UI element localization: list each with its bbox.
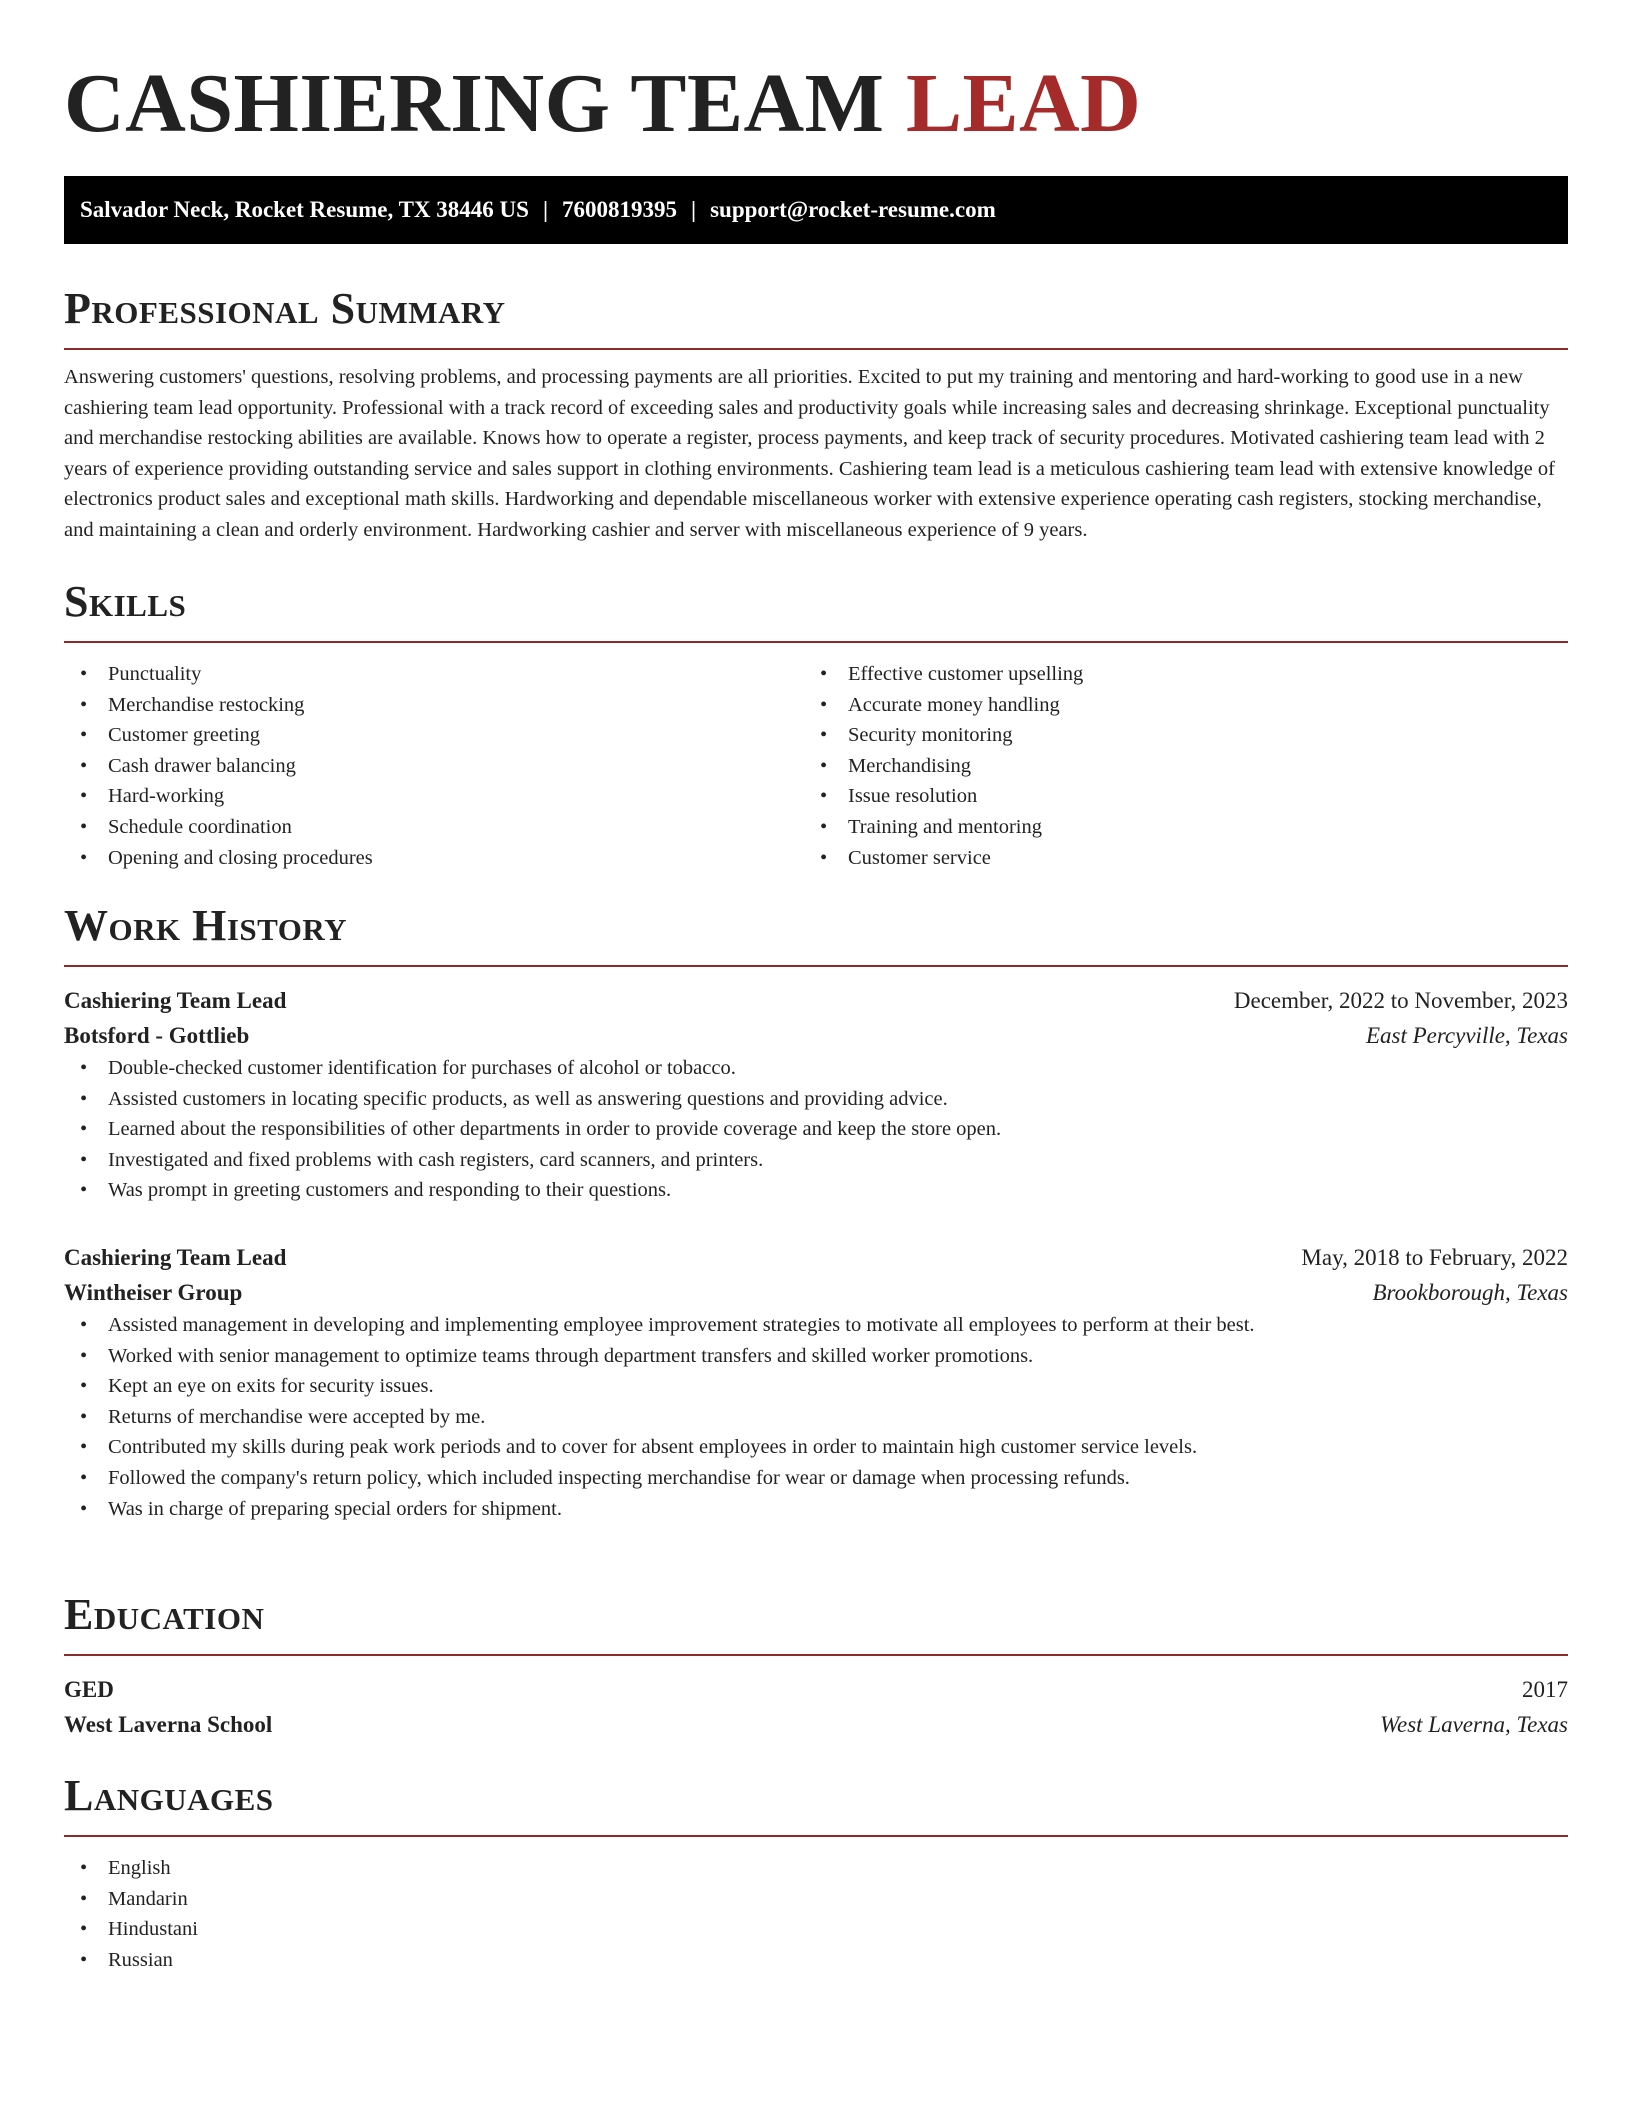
- job-location: Brookborough, Texas: [1372, 1279, 1568, 1305]
- skills-list-right: [804, 659, 1544, 873]
- section-title-languages: Languages: [64, 1771, 274, 1820]
- job-bullet: • Kept an eye on exits for security issues.: [64, 1371, 1568, 1402]
- languages-list: [64, 1853, 1568, 1975]
- education-school: West Laverna School: [64, 1712, 273, 1737]
- job-entry: [64, 983, 1568, 1206]
- skill-item: • Cash drawer balancing: [64, 751, 804, 782]
- work-history-section: [64, 899, 1568, 1524]
- contact-email[interactable]: support@rocket-resume.com: [710, 197, 996, 222]
- section-divider: [64, 965, 1568, 967]
- skill-item: • Accurate money handling: [804, 690, 1544, 721]
- job-bullet: • Double-checked customer identification for purchases of alcohol or tobacco.: [64, 1053, 1568, 1084]
- job-company: Wintheiser Group: [64, 1279, 243, 1305]
- section-divider: [64, 641, 1568, 643]
- resume-title: [64, 56, 1141, 152]
- section-title-skills: Skills: [64, 577, 187, 626]
- skill-item: • Schedule coordination: [64, 812, 804, 843]
- language-item: • Mandarin: [64, 1884, 1568, 1915]
- language-item: • Hindustani: [64, 1914, 1568, 1945]
- skill-item: • Customer greeting: [64, 720, 804, 751]
- skills-section: [64, 575, 1568, 873]
- contact-separator: |: [691, 197, 697, 222]
- job-bullet: • Contributed my skills during peak work periods and to cover for absent employees in order to maintain high customer service levels.: [64, 1432, 1568, 1463]
- education-entry: [64, 1672, 1568, 1742]
- job-bullet: • Worked with senior management to optimize teams through department transfers and skilled worker promotions.: [64, 1341, 1568, 1372]
- summary-text: Answering customers' questions, resolving problems, and processing payments are all priorities. Excited to put my training and mentoring and hard-working to good use in a new cashiering team lead opportunity. Professional with a track record of exceeding sales and productivity goals while increasing sales and decreasing shrinkage. Exceptional punctuality and merchandise restocking abilities are available. Knows how to operate a register, process payments, and keep track of security procedures. Motivated cashiering team lead with 2 years of experience providing outstanding service and sales support in clothing environments. Cashiering team lead is a meticulous cashiering team lead with extensive knowledge of electronics product sales and exceptional math skills. Hardworking and dependable miscellaneous worker with extensive experience operating cash registers, stocking merchandise, and maintaining a clean and orderly environment. Hardworking cashier and server with miscellaneous experience of 9 years.: [64, 366, 1555, 541]
- language-item: • English: [64, 1853, 1568, 1884]
- section-divider: [64, 1835, 1568, 1837]
- job-title: Cashiering Team Lead: [64, 988, 287, 1013]
- skill-item: • Issue resolution: [804, 781, 1544, 812]
- skill-item: • Punctuality: [64, 659, 804, 690]
- job-bullet: • Investigated and fixed problems with cash registers, card scanners, and printers.: [64, 1145, 1568, 1176]
- job-bullets: [64, 1310, 1568, 1524]
- skill-item: • Merchandise restocking: [64, 690, 804, 721]
- job-bullet: • Followed the company's return policy, which included inspecting merchandise for wear or damage when processing refunds.: [64, 1463, 1568, 1494]
- section-title-work: Work History: [64, 901, 348, 950]
- job-bullet: • Was in charge of preparing special orders for shipment.: [64, 1494, 1568, 1525]
- contact-phone: 7600819395: [562, 197, 678, 222]
- section-title-education: Education: [64, 1590, 265, 1639]
- section-divider: [64, 348, 1568, 350]
- job-bullet: • Assisted management in developing and implementing employee improvement strategies to motivate all employees to perform at their best.: [64, 1310, 1568, 1341]
- education-year: 2017: [1522, 1677, 1568, 1702]
- job-location: East Percyville, Texas: [1365, 1023, 1568, 1048]
- contact-separator: |: [542, 197, 549, 222]
- job-bullet: • Learned about the responsibilities of other departments in order to provide coverage and keep the store open.: [64, 1114, 1568, 1145]
- skills-list-left: [64, 659, 804, 873]
- education-location: West Laverna, Texas: [1379, 1712, 1568, 1737]
- job-entry: [64, 1240, 1568, 1524]
- skill-item: • Training and mentoring: [804, 812, 1544, 843]
- languages-section: [64, 1769, 1568, 1975]
- language-item: • Russian: [64, 1945, 1568, 1976]
- job-title: Cashiering Team Lead: [64, 1244, 287, 1270]
- job-bullet: • Was prompt in greeting customers and responding to their questions.: [64, 1175, 1568, 1206]
- skill-item: • Customer service: [804, 843, 1544, 874]
- skill-item: • Hard-working: [64, 781, 804, 812]
- education-degree: GED: [64, 1677, 114, 1702]
- job-dates: December, 2022 to November, 2023: [1233, 988, 1568, 1013]
- summary-section: [64, 282, 1568, 545]
- education-section: [64, 1588, 1568, 1742]
- skill-item: • Security monitoring: [804, 720, 1544, 751]
- section-title-summary: Professional Summary: [64, 284, 506, 333]
- job-company: Botsford - Gottlieb: [64, 1023, 250, 1048]
- job-dates: May, 2018 to February, 2022: [1301, 1244, 1568, 1270]
- skill-item: • Opening and closing procedures: [64, 843, 804, 874]
- contact-bar: [64, 176, 1568, 244]
- section-divider: [64, 1654, 1568, 1656]
- title-main: CASHIERING TEAM: [64, 57, 885, 150]
- job-bullet: • Returns of merchandise were accepted by me.: [64, 1402, 1568, 1433]
- job-bullet: • Assisted customers in locating specific products, as well as answering questions and providing advice.: [64, 1084, 1568, 1115]
- job-bullets: [64, 1053, 1568, 1206]
- skills-columns: [64, 659, 1568, 873]
- contact-address: Salvador Neck, Rocket Resume, TX 38446 US: [80, 197, 529, 222]
- title-accent: LEAD: [905, 57, 1142, 150]
- skill-item: • Effective customer upselling: [804, 659, 1544, 690]
- skill-item: • Merchandising: [804, 751, 1544, 782]
